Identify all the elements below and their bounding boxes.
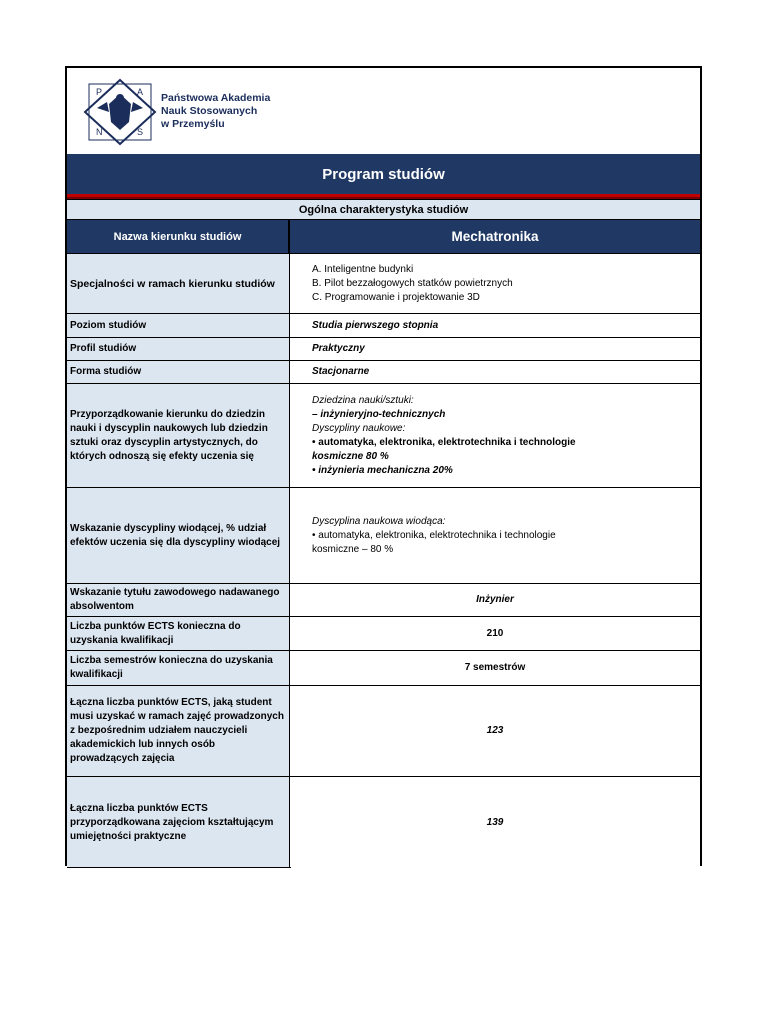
row-value: 7 semestrów <box>464 662 526 673</box>
professional-title-row <box>67 583 700 616</box>
institution-name-line: Państwowa Akademia <box>161 92 271 104</box>
row-label: Łączna liczba punktów ECTS przyporządkowana zajęciom kształtującym umiejętności praktyczne <box>67 777 290 868</box>
ects-total-row <box>67 616 700 650</box>
discipline-item: kosmiczne 80 % <box>312 450 389 462</box>
row-value: 210 <box>486 627 504 639</box>
row-value: 139 <box>486 816 504 828</box>
row-value: Stacjonarne <box>312 366 370 377</box>
specialization-item: C. Programowanie i projektowanie 3D <box>312 291 480 303</box>
row-value: Praktyczny <box>312 343 365 354</box>
leading-item: • automatyka, elektronika, elektrotechnika i technologie <box>312 529 556 541</box>
leading-discipline-row <box>67 487 700 583</box>
row-label: Specjalności w ramach kierunku studiów <box>67 254 290 313</box>
semesters-row <box>67 650 700 685</box>
row-label: Poziom studiów <box>67 314 290 337</box>
logo-letter-s: S <box>137 127 144 137</box>
leading-item: kosmiczne – 80 % <box>312 543 394 555</box>
program-name-label: Nazwa kierunku studiów <box>67 220 290 253</box>
ects-practical-row <box>67 776 700 868</box>
row-label: Wskazanie dyscypliny wiodącej, % udział efektów uczenia się dla dyscypliny wiodącej <box>67 488 290 583</box>
row-label: Łączna liczba punktów ECTS, jaką student musi uzyskać w ramach zajęć prowadzonych z bezpośrednim udziałem nauczycieli akademickich lub innych osób prowadzących zajęcia <box>67 686 290 776</box>
institution-name-line: Nauk Stosowanych <box>161 105 258 117</box>
row-value <box>290 384 700 487</box>
specialization-item: B. Pilot bezzałogowych statków powietrznych <box>312 277 513 289</box>
row-label: Przyporządkowanie kierunku do dziedzin nauki i dyscyplin naukowych lub dziedzin sztuki oraz dyscyplin artystycznych, do których odnoszą się efekty uczenia się <box>67 384 290 487</box>
row-value: Studia pierwszego stopnia <box>312 319 439 331</box>
level-row <box>67 313 700 337</box>
header <box>67 68 700 154</box>
leading-heading: Dyscyplina naukowa wiodąca: <box>312 515 446 527</box>
form-row <box>67 360 700 383</box>
row-label: Forma studiów <box>67 361 290 383</box>
disciplines-heading: Dyscypliny naukowe: <box>312 422 406 434</box>
logo-letter-p: P <box>96 87 103 97</box>
field-heading: Dziedzina nauki/sztuki: <box>312 394 414 406</box>
row-value <box>290 488 700 583</box>
study-program-document <box>65 66 702 866</box>
divider <box>67 867 291 868</box>
row-value: 123 <box>486 725 504 736</box>
program-name-value: Mechatronika <box>290 220 700 253</box>
specializations-row <box>67 253 700 313</box>
profile-row <box>67 337 700 360</box>
row-label: Liczba semestrów konieczna do uzyskania kwalifikacji <box>67 651 290 685</box>
page-title: Program studiów <box>67 154 700 194</box>
academy-logo-icon <box>83 78 157 146</box>
institution-name <box>161 92 270 131</box>
discipline-item: • automatyka, elektronika, elektrotechnika i technologie <box>312 436 576 448</box>
institution-name-line: w Przemyślu <box>161 118 225 130</box>
ects-direct-row <box>67 685 700 776</box>
logo-letter-a: A <box>137 87 144 97</box>
row-label: Profil studiów <box>67 338 290 360</box>
field-value: – inżynieryjno-technicznych <box>312 408 446 420</box>
row-label: Liczba punktów ECTS konieczna do uzyskania kwalifikacji <box>67 617 290 650</box>
row-value <box>290 254 700 313</box>
disciplines-row <box>67 383 700 487</box>
row-value: Inżynier <box>476 594 514 605</box>
row-label: Wskazanie tytułu zawodowego nadawanego absolwentom <box>67 584 290 616</box>
logo-letter-n: N <box>96 127 103 137</box>
specialization-item: A. Inteligentne budynki <box>312 263 414 275</box>
section-heading: Ogólna charakterystyka studiów <box>67 199 700 220</box>
discipline-item: • inżynieria mechaniczna 20% <box>312 464 453 476</box>
program-name-row <box>67 220 700 253</box>
